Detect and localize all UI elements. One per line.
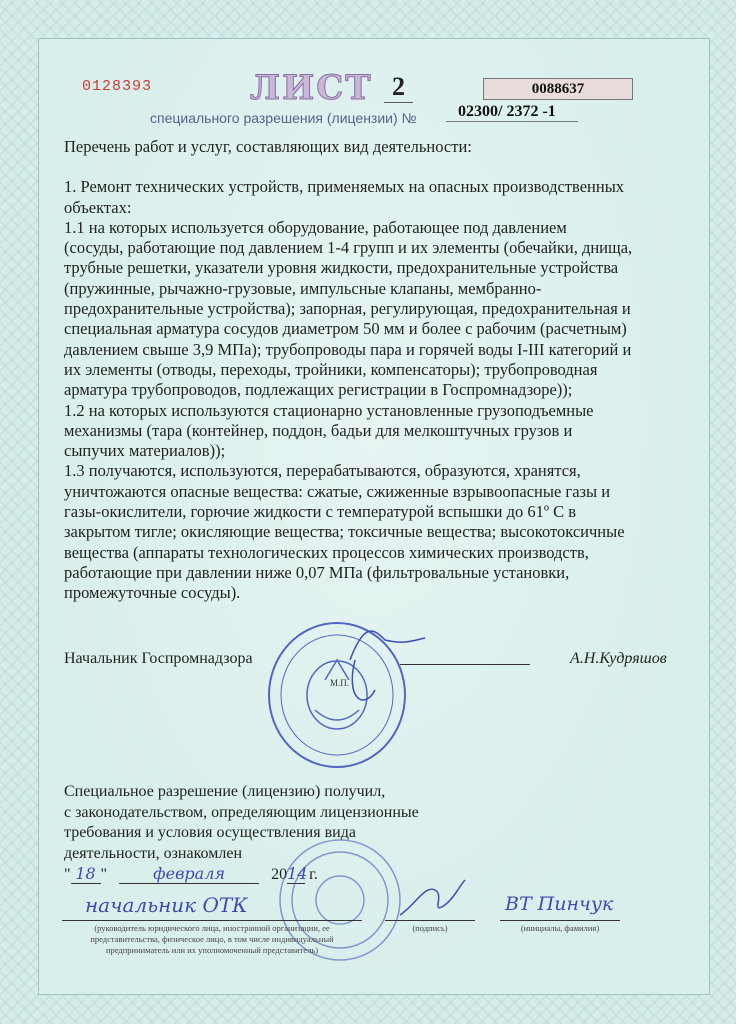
date-month: февраля — [119, 864, 259, 884]
work-item-line: работающие при давлении ниже 0,07 МПа (фильтровальные установки, — [64, 562, 570, 582]
work-item-line: (пружинные, рычажно-грузовые, импульсные клапаны, мембранно- — [64, 278, 542, 298]
date-year-suffix: 14 — [287, 864, 308, 883]
recipient-signature — [395, 875, 475, 925]
work-item-line: 1.3 получаются, используются, перерабатываются, образуются, хранятся, — [64, 461, 581, 481]
scan-edge — [736, 0, 744, 1024]
intro: Перечень работ и услуг, составляющих вид деятельности: — [64, 137, 472, 156]
handwritten-name: ВТ Пинчук — [505, 893, 614, 915]
work-item-line: объектах: — [64, 197, 132, 217]
license-number: 02300/ 2372 -1 — [446, 103, 578, 122]
work-item-line: трубные решетки, указатели уровня жидкости, предохранительные устройства — [64, 258, 619, 278]
ack-line: с законодательством, определяющим лицензионные — [64, 803, 419, 821]
work-item-line: (сосуды, работающие под давлением 1-4 групп и их элементы (обечайки, днища, — [64, 238, 633, 258]
signatory-name: А.Н.Кудряшов — [570, 650, 667, 667]
signature-line-recipient — [385, 920, 475, 921]
work-item-line: вещества (аппараты технологических процессов химических производств, — [64, 542, 589, 562]
date-day: 18 — [71, 864, 101, 884]
signatory-role: Начальник Госпромнадзора — [64, 650, 253, 667]
work-item-line: предохранительные устройства); запорная, регулирующая, предохранительная и — [64, 299, 631, 319]
work-item-line: давлением свыше 3,9 МПа); трубопроводы пара и горячей воды I-III категорий и — [64, 339, 632, 359]
work-item-line: механизмы (тара (контейнер, поддон, бадьи для мелкоштучных грузов и — [64, 420, 573, 440]
director-signature — [350, 631, 425, 700]
position-line — [62, 920, 362, 921]
ack-line: Специальное разрешение (лицензию) получил, — [64, 783, 386, 800]
work-item-line: 1.1 на которых используется оборудование, работающее под давлением — [64, 217, 567, 237]
caption-name: (инициалы, фамилия) — [520, 923, 600, 933]
serial-number: 0128393 — [82, 78, 153, 95]
work-item-line: 1.2 на которых используются стационарно установленные грузоподъемные — [64, 400, 594, 420]
date-year-prefix: 20 — [271, 866, 288, 883]
work-list — [64, 177, 684, 603]
work-item-line: сыпучих материалов)); — [64, 441, 226, 461]
caption-position: (руководитель юридического лица, иностранной организации, ее представительства, физическое лицо, в том числе индивидуальный предприниматель или их уполномоченный представитель) — [90, 923, 334, 955]
work-item-line: уничтожаются опасные вещества: сжатые, сжиженные взрывоопасные газы и — [64, 481, 611, 501]
work-item-line: арматура трубопроводов, подлежащих регистрации в Госпромнадзоре)); — [64, 380, 573, 400]
work-item-line: промежуточные сосуды). — [64, 583, 241, 603]
stamp-mark: М.П. — [330, 678, 350, 688]
caption-signature: (подпись) — [412, 923, 448, 933]
subtitle: специального разрешения (лицензии) № — [150, 110, 417, 126]
work-item-line: 1. Ремонт технических устройств, применяемых на опасных производственных — [64, 177, 625, 197]
sheet-title: ЛИСТ — [250, 68, 373, 108]
ack-line: деятельности, ознакомлен — [64, 844, 243, 862]
sheet-number: 2 — [384, 72, 413, 103]
ack-date: " 18 " февраля 2014 г. — [64, 864, 318, 883]
work-item-line: закрытом тигле; окисляющие вещества; токсичные вещества; высокотоксичные — [64, 522, 625, 542]
official-stamp — [255, 600, 435, 780]
name-line — [500, 920, 620, 921]
document-body — [64, 137, 684, 604]
work-item-line: их элементы (отводы, переходы, тройники, компенсаторы); трубопроводная — [64, 359, 598, 379]
work-item-line: газы-окислители, горючие жидкости с температурой вспышки до 61º С в — [64, 502, 577, 522]
signature-line — [400, 664, 530, 665]
handwritten-position: начальник ОТК — [85, 893, 248, 917]
date-year-unit: г. — [309, 866, 318, 883]
ack-line: требования и условия осуществления вида — [64, 824, 356, 841]
blank-number: 0088637 — [483, 78, 633, 100]
work-item-line: специальная арматура сосудов диаметром 50 мм и более с рабочим (расчетным) — [64, 319, 627, 339]
